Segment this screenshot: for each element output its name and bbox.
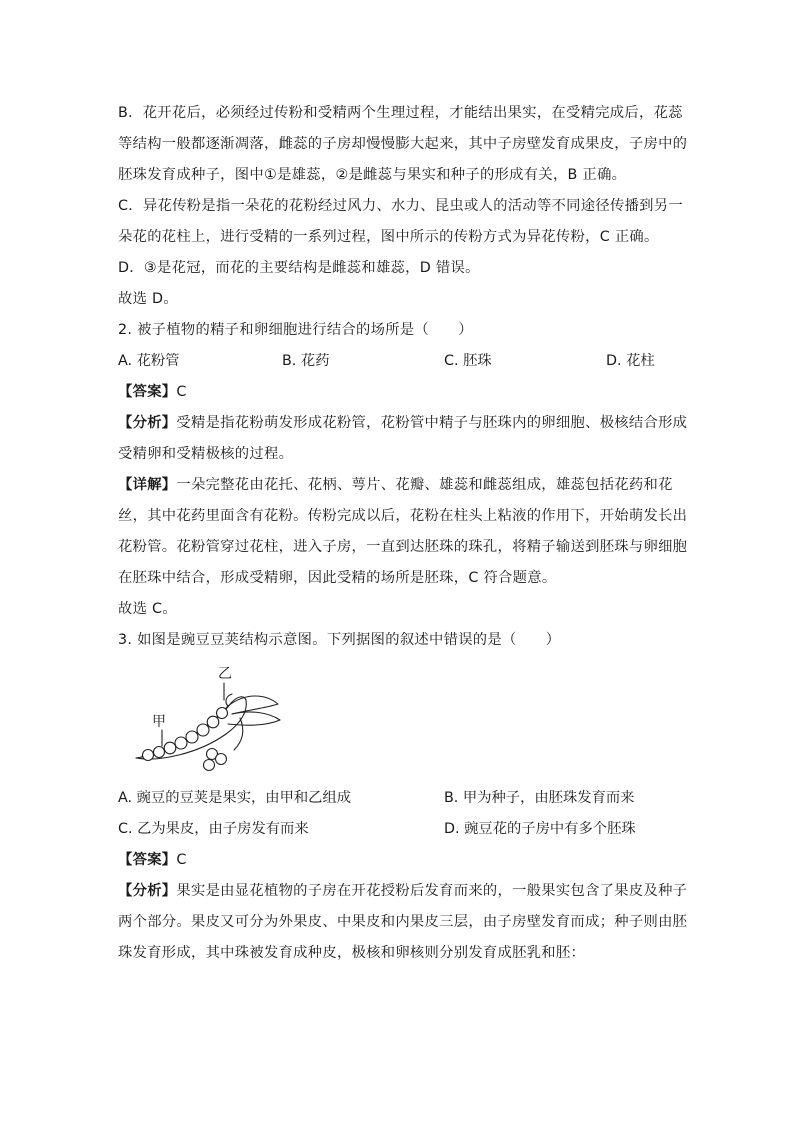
q2-detail-line-1 [118, 475, 673, 495]
q2-option-d: D. 花柱 [606, 353, 655, 369]
q2-analysis-tag: 【分析】 [118, 415, 177, 431]
q3-analysis-line-1 [118, 881, 687, 901]
q1-b-line-2: 等结构一般都逐渐凋落，雌蕊的子房却慢慢膨大起来，其中子房壁发育成果皮，子房中的 [118, 136, 688, 152]
q1-conclusion: 故选 D。 [118, 291, 178, 307]
q3-analysis-line-2: 两个部分。果皮又可分为外果皮、中果皮和内果皮三层，由子房壁发育而成；种子则由胚 [118, 914, 688, 930]
q1-b-line-1: B．花开花后，必须经过传粉和受精两个生理过程，才能结出果实，在受精完成后，花蕊 [118, 105, 683, 121]
q2-conclusion: 故选 C。 [118, 601, 177, 617]
q2-detail-line-3: 花粉管。花粉管穿过花柱，进入子房，一直到达胚珠的珠孔，将精子输送到胚珠与卵细胞 [118, 539, 688, 555]
q2-question: 2. 被子植物的精子和卵细胞进行结合的场所是（ ） [118, 322, 473, 338]
q2-answer [118, 382, 187, 402]
q3-analysis-tag: 【分析】 [118, 883, 177, 899]
q2-answer-tag: 【答案】 [118, 384, 177, 400]
q2-analysis-line-2: 受精卵和受精极核的过程。 [118, 446, 294, 462]
q2-option-c: C. 胚珠 [444, 353, 492, 369]
q2-detail-tag: 【详解】 [118, 477, 177, 493]
q2-analysis-text-1: 受精是指花粉萌发形成花粉管，花粉管中精子与胚珠内的卵细胞、极核结合形成 [176, 415, 688, 431]
q2-analysis-line-1 [118, 413, 687, 433]
q3-analysis-line-3: 珠发育形成，其中珠被发育成种皮，极核和卵核则分别发育成胚乳和胚： [118, 945, 586, 961]
q3-answer [118, 850, 187, 870]
q2-detail-text-1: 一朵完整花由花托、花柄、萼片、花瓣、雄蕊和雌蕊组成，雄蕊包括花药和花 [176, 477, 673, 493]
q3-analysis-text-1: 果实是由显花植物的子房在开花授粉后发育而来的，一般果实包含了果皮及种子 [176, 883, 688, 899]
q3-option-d: D. 豌豆花的子房中有多个胚珠 [444, 821, 636, 837]
q1-c-line-1: C．异花传粉是指一朵花的花粉经过风力、水力、昆虫或人的活动等不同途径传播到另一 [118, 198, 683, 214]
q2-detail-line-4: 在胚珠中结合，形成受精卵，因此受精的场所是胚珠，C 符合题意。 [118, 570, 557, 586]
q3-question: 3. 如图是豌豆豆荚结构示意图。下列据图的叙述中错误的是（ ） [118, 632, 561, 648]
q2-option-a: A. 花粉管 [118, 353, 180, 369]
q2-detail-line-2: 丝，其中花药里面含有花粉。传粉完成以后，花粉在柱头上粘液的作用下，开始萌发长出 [118, 508, 688, 524]
q2-answer-value: C [176, 384, 187, 400]
q1-d-line: D．③是花冠，而花的主要结构是雌蕊和雄蕊，D 错误。 [118, 260, 480, 276]
q1-c-line-2: 朵花的花柱上，进行受精的一系列过程，图中所示的传粉方式为异花传粉，C 正确。 [118, 229, 659, 245]
figure-label-jia: 甲 [152, 714, 166, 730]
q1-b-line-3: 胚珠发育成种子，图中①是雄蕊，②是雌蕊与果实和种子的形成有关，B 正确。 [118, 167, 627, 183]
q3-answer-value: C [176, 852, 187, 868]
q2-option-b: B. 花药 [282, 353, 330, 369]
q3-option-a: A. 豌豆的豆荚是果实，由甲和乙组成 [118, 790, 352, 806]
q3-answer-tag: 【答案】 [118, 852, 177, 868]
q3-option-c: C. 乙为果皮，由子房发有而来 [118, 821, 309, 837]
pea-pod-figure [128, 662, 288, 774]
figure-label-yi: 乙 [218, 666, 232, 682]
q3-option-b: B. 甲为种子，由胚珠发育而来 [444, 790, 635, 806]
